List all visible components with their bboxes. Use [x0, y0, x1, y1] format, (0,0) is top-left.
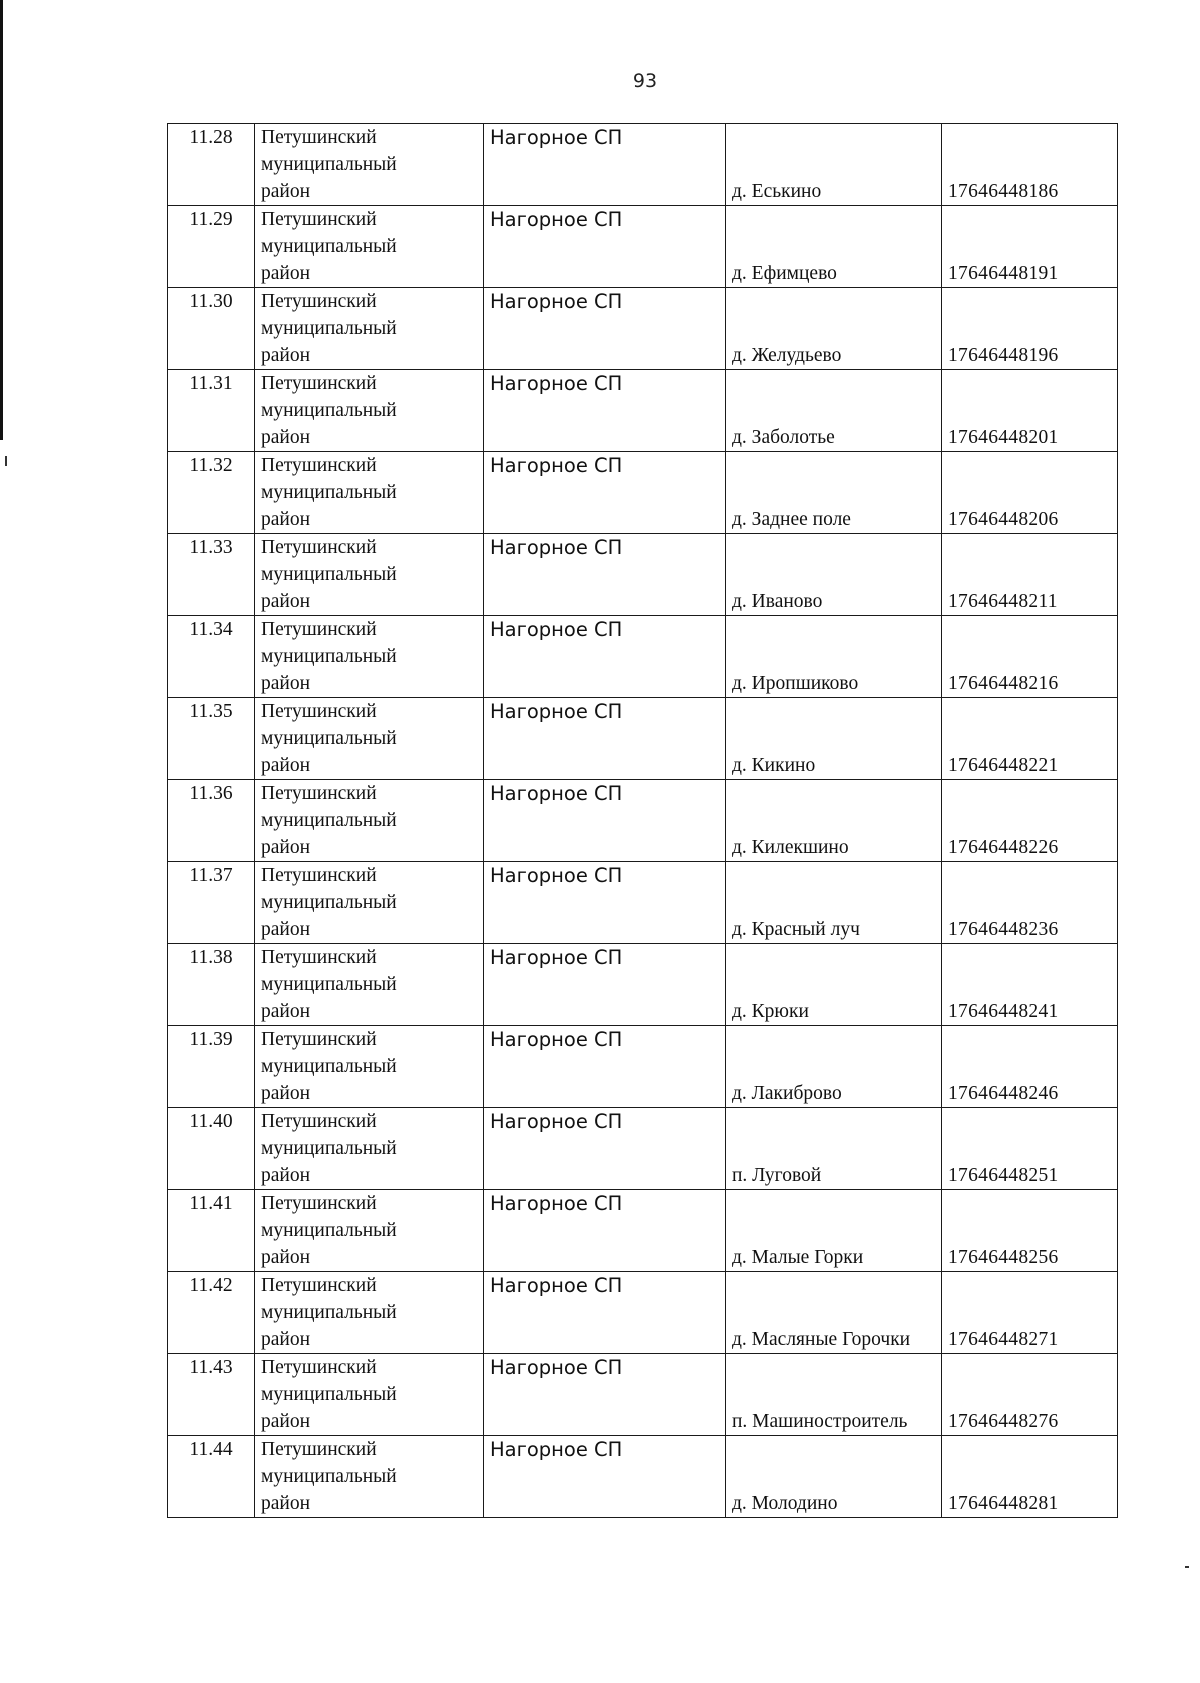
table-row: [168, 780, 1118, 862]
oktmo-code-cell: 17646448221: [942, 698, 1118, 780]
district-cell: [255, 780, 484, 862]
table-row: [168, 124, 1118, 206]
district-text-line: Петушинский: [261, 619, 377, 640]
district-cell: [255, 370, 484, 452]
district-text-line: район: [261, 591, 311, 612]
oktmo-code-cell: 17646448271: [942, 1272, 1118, 1354]
district-cell: [255, 534, 484, 616]
district-text-line: муниципальный: [261, 974, 397, 995]
district-text-line: муниципальный: [261, 646, 397, 667]
oktmo-code-cell: 17646448281: [942, 1436, 1118, 1518]
table-row: [168, 1272, 1118, 1354]
row-number-cell: 11.33: [168, 534, 255, 616]
oktmo-code-cell: 17646448251: [942, 1108, 1118, 1190]
locality-cell: п. Машиностроитель: [726, 1354, 942, 1436]
district-text-line: район: [261, 263, 311, 284]
district-text-line: Петушинский: [261, 127, 377, 148]
row-number-cell: 11.31: [168, 370, 255, 452]
row-number-cell: 11.38: [168, 944, 255, 1026]
settlement-cell: Нагорное СП: [484, 1026, 726, 1108]
district-text-line: Петушинский: [261, 701, 377, 722]
row-number-cell: 11.43: [168, 1354, 255, 1436]
district-text-line: район: [261, 509, 311, 530]
oktmo-code-cell: 17646448241: [942, 944, 1118, 1026]
district-text-line: Петушинский: [261, 209, 377, 230]
settlement-cell: Нагорное СП: [484, 862, 726, 944]
settlement-cell: Нагорное СП: [484, 698, 726, 780]
district-text-line: муниципальный: [261, 1138, 397, 1159]
locality-cell: д. Иваново: [726, 534, 942, 616]
settlement-cell: Нагорное СП: [484, 1190, 726, 1272]
settlement-cell: Нагорное СП: [484, 1436, 726, 1518]
scan-speck: [1185, 1566, 1189, 1568]
district-cell: [255, 452, 484, 534]
locality-cell: д. Крюки: [726, 944, 942, 1026]
row-number-cell: 11.39: [168, 1026, 255, 1108]
district-text-line: Петушинский: [261, 947, 377, 968]
settlement-cell: Нагорное СП: [484, 944, 726, 1026]
locality-cell: д. Кикино: [726, 698, 942, 780]
district-text-line: Петушинский: [261, 865, 377, 886]
district-text-line: муниципальный: [261, 154, 397, 175]
oktmo-code-cell: 17646448211: [942, 534, 1118, 616]
district-text-line: район: [261, 837, 311, 858]
district-text-line: Петушинский: [261, 1111, 377, 1132]
settlement-cell: Нагорное СП: [484, 452, 726, 534]
locality-cell: д. Красный луч: [726, 862, 942, 944]
locality-cell: д. Заднее поле: [726, 452, 942, 534]
district-text-line: район: [261, 181, 311, 202]
district-text-line: муниципальный: [261, 810, 397, 831]
settlement-cell: Нагорное СП: [484, 1354, 726, 1436]
district-text-line: район: [261, 1165, 311, 1186]
table-row: [168, 1354, 1118, 1436]
row-number-cell: 11.42: [168, 1272, 255, 1354]
oktmo-code-cell: 17646448186: [942, 124, 1118, 206]
oktmo-code-cell: 17646448191: [942, 206, 1118, 288]
district-text-line: муниципальный: [261, 400, 397, 421]
locality-cell: д. Малые Горки: [726, 1190, 942, 1272]
district-text-line: муниципальный: [261, 318, 397, 339]
district-text-line: Петушинский: [261, 1193, 377, 1214]
table-row: [168, 1026, 1118, 1108]
locality-cell: д. Желудьево: [726, 288, 942, 370]
district-text-line: Петушинский: [261, 783, 377, 804]
district-text-line: Петушинский: [261, 1029, 377, 1050]
row-number-cell: 11.34: [168, 616, 255, 698]
district-cell: [255, 288, 484, 370]
district-text-line: район: [261, 755, 311, 776]
settlement-cell: Нагорное СП: [484, 206, 726, 288]
locality-cell: д. Ефимцево: [726, 206, 942, 288]
row-number-cell: 11.32: [168, 452, 255, 534]
table-row: [168, 370, 1118, 452]
oktmo-code-cell: 17646448246: [942, 1026, 1118, 1108]
settlement-cell: Нагорное СП: [484, 370, 726, 452]
district-text-line: район: [261, 1083, 311, 1104]
locality-cell: д. Молодино: [726, 1436, 942, 1518]
table-body: [168, 124, 1118, 1518]
settlement-cell: Нагорное СП: [484, 616, 726, 698]
table-row: [168, 862, 1118, 944]
district-text-line: муниципальный: [261, 564, 397, 585]
table-row: [168, 288, 1118, 370]
oktmo-code-cell: 17646448226: [942, 780, 1118, 862]
district-text-line: район: [261, 1247, 311, 1268]
district-cell: [255, 862, 484, 944]
row-number-cell: 11.36: [168, 780, 255, 862]
district-text-line: муниципальный: [261, 1466, 397, 1487]
scan-speck: [5, 456, 7, 466]
locality-cell: д. Заболотье: [726, 370, 942, 452]
district-text-line: муниципальный: [261, 482, 397, 503]
district-text-line: Петушинский: [261, 1439, 377, 1460]
table-row: [168, 452, 1118, 534]
district-text-line: муниципальный: [261, 892, 397, 913]
locality-registry-table: [167, 123, 1118, 1518]
row-number-cell: 11.37: [168, 862, 255, 944]
settlement-cell: Нагорное СП: [484, 1272, 726, 1354]
district-cell: [255, 698, 484, 780]
page-number: 93: [632, 70, 658, 92]
district-text-line: Петушинский: [261, 373, 377, 394]
district-cell: [255, 616, 484, 698]
district-text-line: район: [261, 1001, 311, 1022]
table-row: [168, 944, 1118, 1026]
row-number-cell: 11.41: [168, 1190, 255, 1272]
district-cell: [255, 1272, 484, 1354]
district-text-line: муниципальный: [261, 1056, 397, 1077]
table-row: [168, 206, 1118, 288]
oktmo-code-cell: 17646448216: [942, 616, 1118, 698]
locality-cell: д. Лакиброво: [726, 1026, 942, 1108]
district-text-line: муниципальный: [261, 728, 397, 749]
settlement-cell: Нагорное СП: [484, 780, 726, 862]
row-number-cell: 11.30: [168, 288, 255, 370]
district-text-line: район: [261, 1411, 311, 1432]
district-text-line: Петушинский: [261, 291, 377, 312]
row-number-cell: 11.40: [168, 1108, 255, 1190]
oktmo-code-cell: 17646448256: [942, 1190, 1118, 1272]
settlement-cell: Нагорное СП: [484, 534, 726, 616]
locality-cell: д. Еськино: [726, 124, 942, 206]
oktmo-code-cell: 17646448196: [942, 288, 1118, 370]
oktmo-code-cell: 17646448201: [942, 370, 1118, 452]
locality-cell: п. Луговой: [726, 1108, 942, 1190]
district-text-line: муниципальный: [261, 236, 397, 257]
locality-cell: д. Килекшино: [726, 780, 942, 862]
row-number-cell: 11.35: [168, 698, 255, 780]
settlement-cell: Нагорное СП: [484, 124, 726, 206]
district-text-line: муниципальный: [261, 1220, 397, 1241]
district-cell: [255, 124, 484, 206]
district-text-line: район: [261, 673, 311, 694]
table-row: [168, 534, 1118, 616]
district-text-line: район: [261, 345, 311, 366]
scan-left-edge-mark: [0, 0, 3, 440]
district-cell: [255, 1354, 484, 1436]
row-number-cell: 11.28: [168, 124, 255, 206]
table-row: [168, 1108, 1118, 1190]
settlement-cell: Нагорное СП: [484, 1108, 726, 1190]
district-cell: [255, 1026, 484, 1108]
district-text-line: муниципальный: [261, 1302, 397, 1323]
oktmo-code-cell: 17646448236: [942, 862, 1118, 944]
district-text-line: Петушинский: [261, 1275, 377, 1296]
district-text-line: район: [261, 1329, 311, 1350]
district-cell: [255, 1190, 484, 1272]
row-number-cell: 11.44: [168, 1436, 255, 1518]
district-cell: [255, 206, 484, 288]
table-row: [168, 1436, 1118, 1518]
district-cell: [255, 944, 484, 1026]
locality-cell: д. Иропшиково: [726, 616, 942, 698]
oktmo-code-cell: 17646448206: [942, 452, 1118, 534]
locality-cell: д. Масляные Горочки: [726, 1272, 942, 1354]
district-text-line: Петушинский: [261, 537, 377, 558]
settlement-cell: Нагорное СП: [484, 288, 726, 370]
row-number-cell: 11.29: [168, 206, 255, 288]
table-row: [168, 698, 1118, 780]
district-text-line: район: [261, 919, 311, 940]
table-row: [168, 616, 1118, 698]
district-cell: [255, 1108, 484, 1190]
oktmo-code-cell: 17646448276: [942, 1354, 1118, 1436]
district-text-line: муниципальный: [261, 1384, 397, 1405]
district-text-line: Петушинский: [261, 455, 377, 476]
district-text-line: район: [261, 427, 311, 448]
district-text-line: район: [261, 1493, 311, 1514]
district-cell: [255, 1436, 484, 1518]
district-text-line: Петушинский: [261, 1357, 377, 1378]
table-row: [168, 1190, 1118, 1272]
